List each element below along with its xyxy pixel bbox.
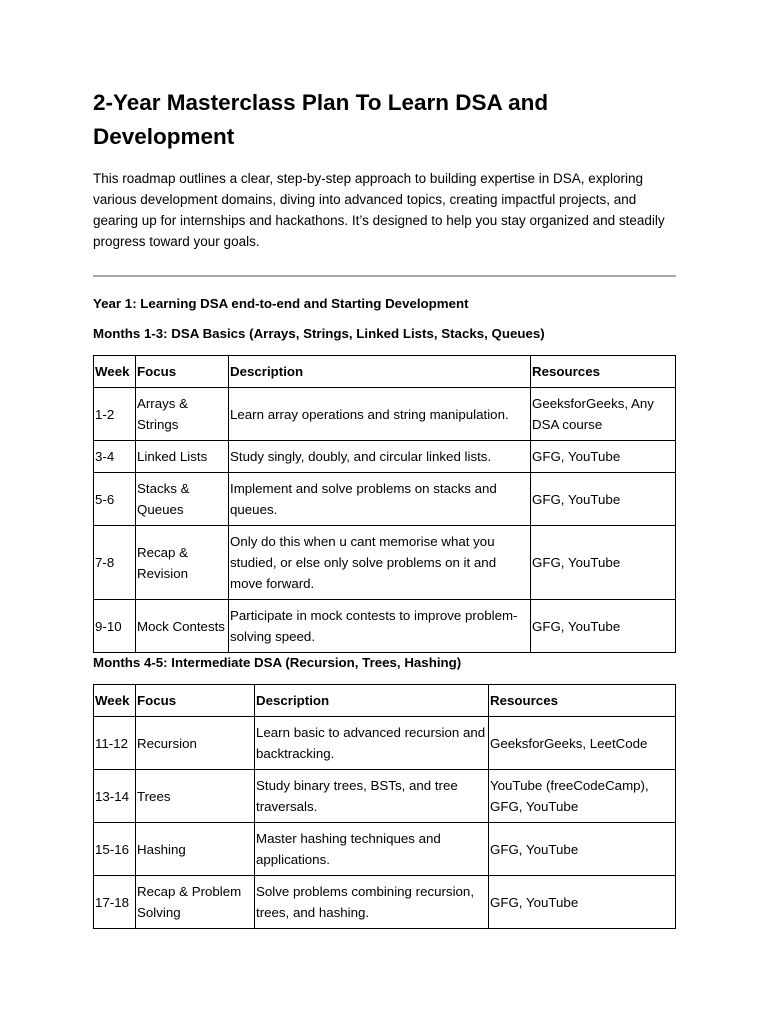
header-week: Week bbox=[94, 685, 136, 717]
week-cell: 9-10 bbox=[94, 600, 136, 653]
table-row bbox=[94, 823, 676, 876]
description-cell: Learn basic to advanced recursion and backtracking. bbox=[255, 717, 489, 770]
week-cell: 7-8 bbox=[94, 526, 136, 600]
header-resources: Resources bbox=[531, 356, 676, 388]
table-header-row bbox=[94, 685, 676, 717]
focus-cell: Recap & Problem Solving bbox=[136, 876, 255, 929]
focus-cell: Hashing bbox=[136, 823, 255, 876]
year-1-heading: Year 1: Learning DSA end-to-end and Starting Development bbox=[93, 296, 469, 311]
week-cell: 17-18 bbox=[94, 876, 136, 929]
table-header-row bbox=[94, 356, 676, 388]
week-cell: 13-14 bbox=[94, 770, 136, 823]
week-cell: 15-16 bbox=[94, 823, 136, 876]
horizontal-rule bbox=[93, 275, 676, 277]
focus-cell: Linked Lists bbox=[136, 441, 229, 473]
header-focus: Focus bbox=[136, 356, 229, 388]
table-row bbox=[94, 770, 676, 823]
table-row bbox=[94, 388, 676, 441]
description-cell: Solve problems combining recursion, trees, and hashing. bbox=[255, 876, 489, 929]
week-cell: 1-2 bbox=[94, 388, 136, 441]
table-row bbox=[94, 473, 676, 526]
week-cell: 3-4 bbox=[94, 441, 136, 473]
document-page bbox=[93, 86, 676, 929]
table-row bbox=[94, 717, 676, 770]
resources-cell: GFG, YouTube bbox=[531, 473, 676, 526]
table-row bbox=[94, 441, 676, 473]
focus-cell: Arrays & Strings bbox=[136, 388, 229, 441]
focus-cell: Recursion bbox=[136, 717, 255, 770]
description-cell: Only do this when u cant memorise what you studied, or else only solve problems on it and move forward. bbox=[229, 526, 531, 600]
focus-cell: Trees bbox=[136, 770, 255, 823]
resources-cell: GFG, YouTube bbox=[531, 600, 676, 653]
resources-cell: GeeksforGeeks, Any DSA course bbox=[531, 388, 676, 441]
dsa-basics-table bbox=[93, 355, 676, 653]
description-cell: Master hashing techniques and applications. bbox=[255, 823, 489, 876]
table-row bbox=[94, 600, 676, 653]
resources-cell: GFG, YouTube bbox=[489, 876, 676, 929]
resources-cell: GFG, YouTube bbox=[531, 526, 676, 600]
months-4-5-heading: Months 4-5: Intermediate DSA (Recursion, Trees, Hashing) bbox=[93, 655, 462, 670]
intermediate-dsa-table bbox=[93, 684, 676, 929]
header-resources: Resources bbox=[489, 685, 676, 717]
table-row bbox=[94, 526, 676, 600]
focus-cell: Mock Contests bbox=[136, 600, 229, 653]
description-cell: Study singly, doubly, and circular linked lists. bbox=[229, 441, 531, 473]
months-1-3-heading: Months 1-3: DSA Basics (Arrays, Strings, Linked Lists, Stacks, Queues) bbox=[93, 326, 545, 341]
week-cell: 5-6 bbox=[94, 473, 136, 526]
focus-cell: Stacks & Queues bbox=[136, 473, 229, 526]
week-cell: 11-12 bbox=[94, 717, 136, 770]
resources-cell: GFG, YouTube bbox=[531, 441, 676, 473]
description-cell: Implement and solve problems on stacks and queues. bbox=[229, 473, 531, 526]
table-row bbox=[94, 876, 676, 929]
description-cell: Participate in mock contests to improve problem-solving speed. bbox=[229, 600, 531, 653]
page-title: 2-Year Masterclass Plan To Learn DSA and Development bbox=[93, 90, 549, 149]
description-cell: Learn array operations and string manipulation. bbox=[229, 388, 531, 441]
resources-cell: GFG, YouTube bbox=[489, 823, 676, 876]
header-focus: Focus bbox=[136, 685, 255, 717]
resources-cell: YouTube (freeCodeCamp), GFG, YouTube bbox=[489, 770, 676, 823]
resources-cell: GeeksforGeeks, LeetCode bbox=[489, 717, 676, 770]
intro-paragraph: This roadmap outlines a clear, step-by-step approach to building expertise in DSA, exploring various development domains, diving into advanced topics, creating impactful projects, and gearing up for internships and hackathons. It’s designed to help you stay organized and steadily progress toward your goals. bbox=[93, 171, 665, 249]
header-description: Description bbox=[229, 356, 531, 388]
header-description: Description bbox=[255, 685, 489, 717]
focus-cell: Recap & Revision bbox=[136, 526, 229, 600]
description-cell: Study binary trees, BSTs, and tree traversals. bbox=[255, 770, 489, 823]
header-week: Week bbox=[94, 356, 136, 388]
